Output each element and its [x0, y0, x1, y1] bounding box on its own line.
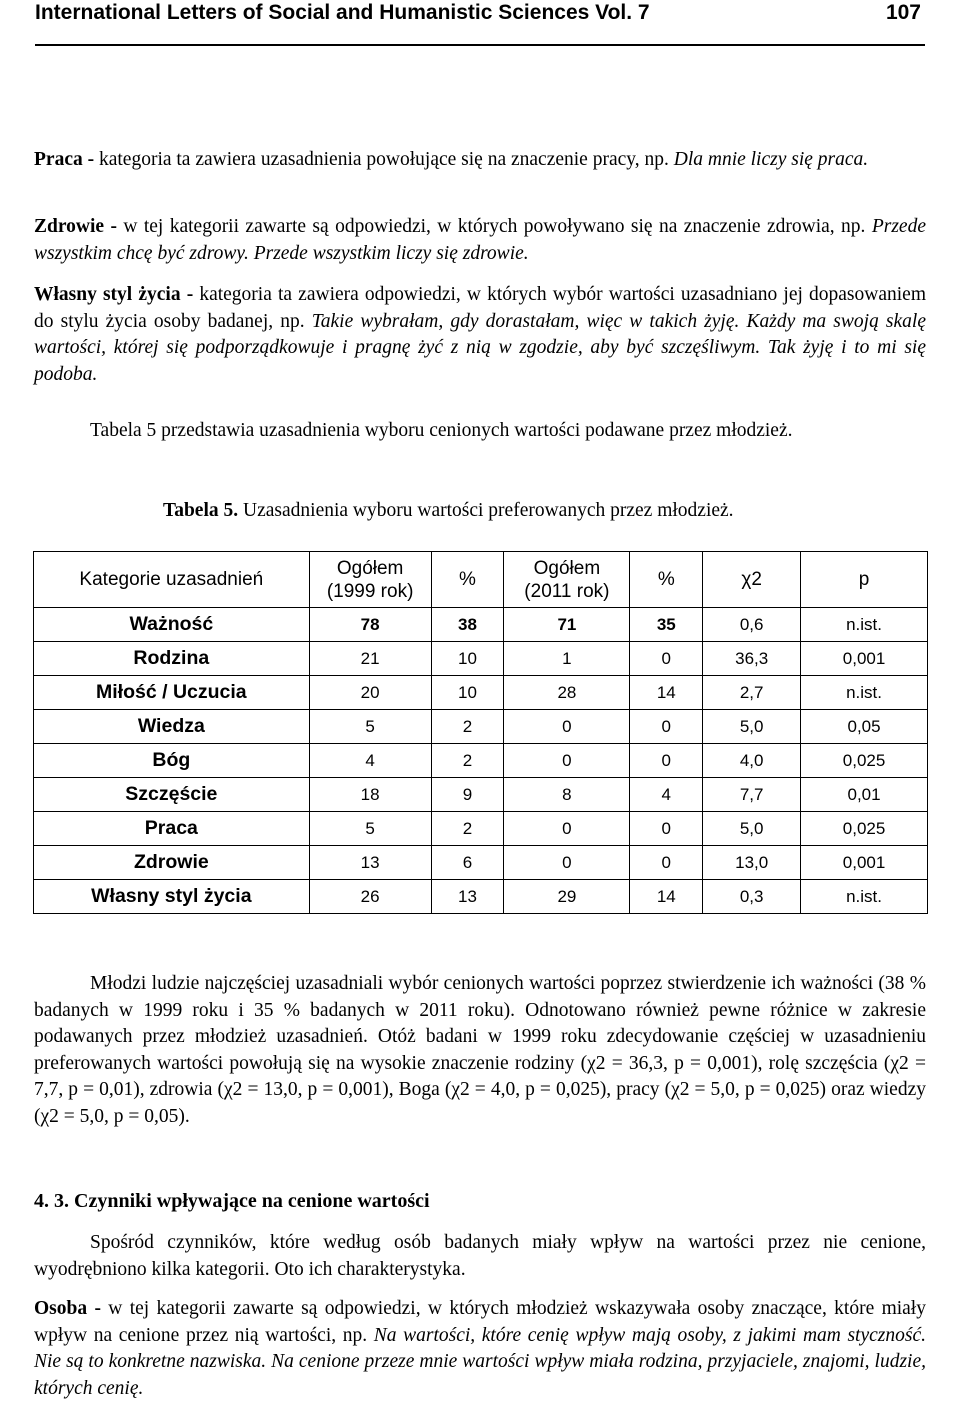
table-row: Wiedza 5 2 0 0 5,0 0,05: [34, 710, 928, 744]
journal-title: International Letters of Social and Humanistic Sciences Vol. 7: [35, 1, 650, 24]
table-row: Bóg 4 2 0 0 4,0 0,025: [34, 744, 928, 778]
paragraph-discussion: Młodzi ludzie najczęściej uzasadniali wybór cenionych wartości poprzez stwierdzenie ich ważności (38 % badanych w 1999 roku i 35 % badanych w 2011 roku). Odnotowano również pewne różnice w zakresie podawanych przez młodzież uzasadnień. Otóż badani w 1999 roku zdecydowanie częściej w uzasadnieniu preferowanych wartości powołują się na wysokie znaczenie rodziny (χ2 = 36,3, p = 0,001), rolę szczęścia (χ2 = 7,7, p = 0,01), zdrowia (χ2 = 13,0, p = 0,001), Boga (χ2 = 4,0, p = 0,025), pracy (χ2 = 5,0, p = 0,025) oraz wiedzy (χ2 = 5,0, p = 0,05).: [34, 973, 926, 1127]
table-row: Zdrowie 13 6 0 0 13,0 0,001: [34, 846, 928, 880]
paragraph-styl-zycia: [34, 282, 926, 388]
text-praca: kategoria ta zawiera uzasadnienia powołujące się na znaczenie pracy, np.: [94, 149, 674, 170]
text-styl-zycia: kategoria ta zawiera odpowiedzi, w których wybór wartości uzasadniano jej dopasowaniem do stylu życia osoby badanej, np.: [34, 284, 926, 332]
table-row: Praca 5 2 0 0 5,0 0,025: [34, 812, 928, 846]
header-category: Kategorie uzasadnień: [34, 552, 310, 608]
paragraph-zdrowie: [34, 214, 926, 267]
term-osoba: Osoba -: [34, 1298, 101, 1319]
term-praca: Praca -: [34, 149, 95, 170]
table-row: Rodzina 21 10 1 0 36,3 0,001: [34, 642, 928, 676]
example-styl-zycia: Takie wybrałam, gdy dorastałam, więc w takich żyję. Każdy ma swoją skalę wartości, której się podporządkowuje i pragnę żyć z nią w zgodzie, aby być szczęśliwym. Tak żyję i to mi się podoba.: [34, 310, 926, 385]
header-chi2: χ2: [703, 552, 801, 608]
paragraph-praca: [34, 147, 926, 174]
header-rule: [35, 44, 925, 46]
table-row: Szczęście 18 9 8 4 7,7 0,01: [34, 778, 928, 812]
header-pct-2011: %: [630, 552, 703, 608]
table-caption-label: Tabela 5.: [163, 500, 239, 521]
table-caption-text: Uzasadnienia wyboru wartości preferowanych przez młodzież.: [238, 500, 734, 521]
paragraph-osoba: [34, 1296, 926, 1402]
header-pct-1999: %: [431, 552, 504, 608]
paragraph-table-intro: Tabela 5 przedstawia uzasadnienia wyboru cenionych wartości podawane przez młodzież.: [90, 420, 793, 441]
header-p: p: [801, 552, 928, 608]
paragraph-factors-intro: Spośród czynników, które według osób badanych miały wpływ na wartości przez nie cenione, wyodrębniono kilka kategorii. Oto ich charakterystyka.: [34, 1232, 926, 1280]
table-header-row: [34, 552, 928, 608]
section-heading: 4. 3. Czynniki wpływające na cenione wartości: [34, 1190, 430, 1212]
example-osoba: Na wartości, które cenię wpływ mają osoby, z jakimi mam styczność. Nie są to konkretne nazwiska. Na cenione przeze mnie wartości wpływ miała rodzina, przyjaciele, znajomi, ludzie, których cenię.: [34, 1324, 926, 1399]
data-table: [33, 551, 928, 914]
table-caption: [163, 500, 734, 522]
text-osoba: w tej kategorii zawarte są odpowiedzi, w których młodzież wskazywała osoby znaczące, które miały wpływ na cenione przez nią wartości, np.: [34, 1298, 926, 1346]
example-praca: Dla mnie liczy się praca.: [673, 149, 869, 170]
header-total-1999: Ogółem (1999 rok): [309, 552, 431, 608]
term-styl-zycia: Własny styl życia -: [34, 284, 194, 305]
table-row: Ważność 78 38 71 35 0,6 n.ist.: [34, 608, 928, 642]
table-row: Miłość / Uczucia 20 10 28 14 2,7 n.ist.: [34, 676, 928, 710]
table-row: Własny styl życia 26 13 29 14 0,3 n.ist.: [34, 880, 928, 914]
term-zdrowie: Zdrowie -: [34, 216, 117, 237]
header-total-2011: Ogółem (2011 rok): [504, 552, 630, 608]
text-zdrowie: w tej kategorii zawarte są odpowiedzi, w których powoływano się na znaczenie zdrowia, np.: [116, 216, 872, 237]
running-header: [35, 0, 925, 40]
page-number: 107: [885, 1, 921, 24]
example-zdrowie: Przede wszystkim chcę być zdrowy. Przede wszystkim liczy się zdrowie.: [34, 216, 926, 264]
